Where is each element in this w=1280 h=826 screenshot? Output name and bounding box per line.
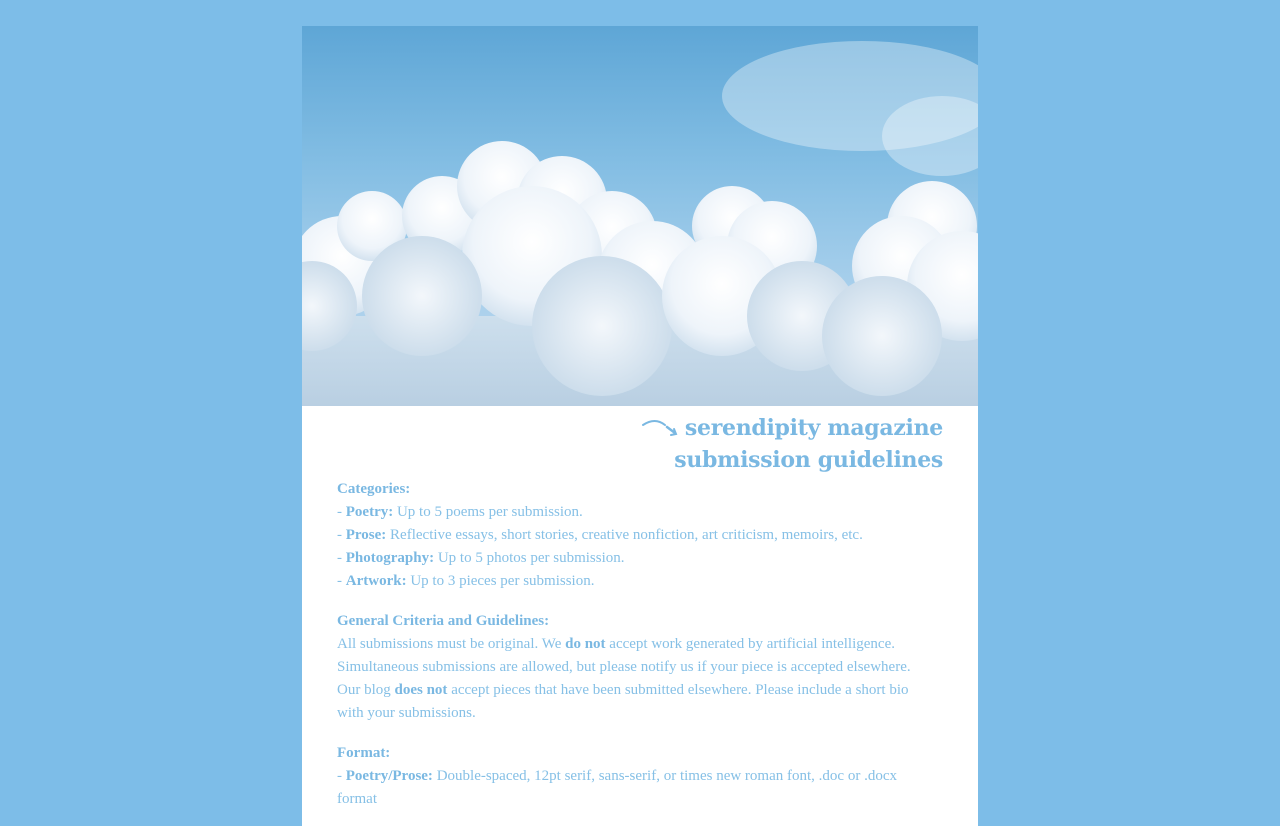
guidelines-card (302, 26, 978, 826)
general-text: All submissions must be original. We (337, 636, 566, 652)
title-line-1: serendipity magazine (684, 415, 943, 441)
general-paragraph (337, 633, 937, 725)
format-item (337, 765, 937, 811)
cloud-sky-image (302, 26, 978, 406)
category-item (337, 570, 937, 593)
bullet-prefix: - (337, 527, 346, 543)
general-heading: General Criteria and Guidelines: (337, 613, 550, 629)
bullet-prefix: - (337, 550, 346, 566)
bullet-prefix: - (337, 573, 346, 589)
emphasis-text: do not (565, 636, 606, 652)
general-text: accept work generated by artificial intelligence. Simultaneous submissions are allowed, but please notify us if your piece is accepted elsewhere. Our blog (337, 636, 911, 698)
category-item (337, 501, 937, 524)
curved-arrow-icon (641, 417, 679, 439)
category-text: Reflective essays, short stories, creative nonfiction, art criticism, memoirs, etc. (386, 527, 863, 543)
category-label: Photography: (345, 550, 435, 566)
category-item (337, 547, 937, 570)
emphasis-text: does not (394, 682, 448, 698)
category-label: Prose: (345, 527, 387, 543)
general-criteria-section (337, 610, 937, 725)
category-text: Up to 3 pieces per submission. (406, 573, 595, 589)
category-text: Up to 5 photos per submission. (434, 550, 625, 566)
categories-heading: Categories: (337, 481, 411, 497)
guidelines-content (337, 478, 937, 826)
format-heading: Format: (337, 745, 391, 761)
magazine-title (641, 412, 943, 476)
title-line-2: submission guidelines (674, 447, 943, 473)
general-text: accept pieces that have been submitted elsewhere. Please include a short bio with your submissions. (337, 682, 909, 721)
bullet-prefix: - (337, 504, 346, 520)
category-item (337, 524, 937, 547)
clouds-illustration (302, 26, 978, 406)
category-label: Artwork: (345, 573, 407, 589)
category-label: Poetry: (345, 504, 394, 520)
categories-section (337, 478, 937, 593)
category-text: Up to 5 poems per submission. (393, 504, 583, 520)
format-label: Poetry/Prose: (345, 768, 433, 784)
bullet-prefix: - (337, 768, 346, 784)
format-text: Double-spaced, 12pt serif, sans-serif, or times new roman font, .doc or .docx format (337, 768, 897, 807)
format-section (337, 742, 937, 811)
